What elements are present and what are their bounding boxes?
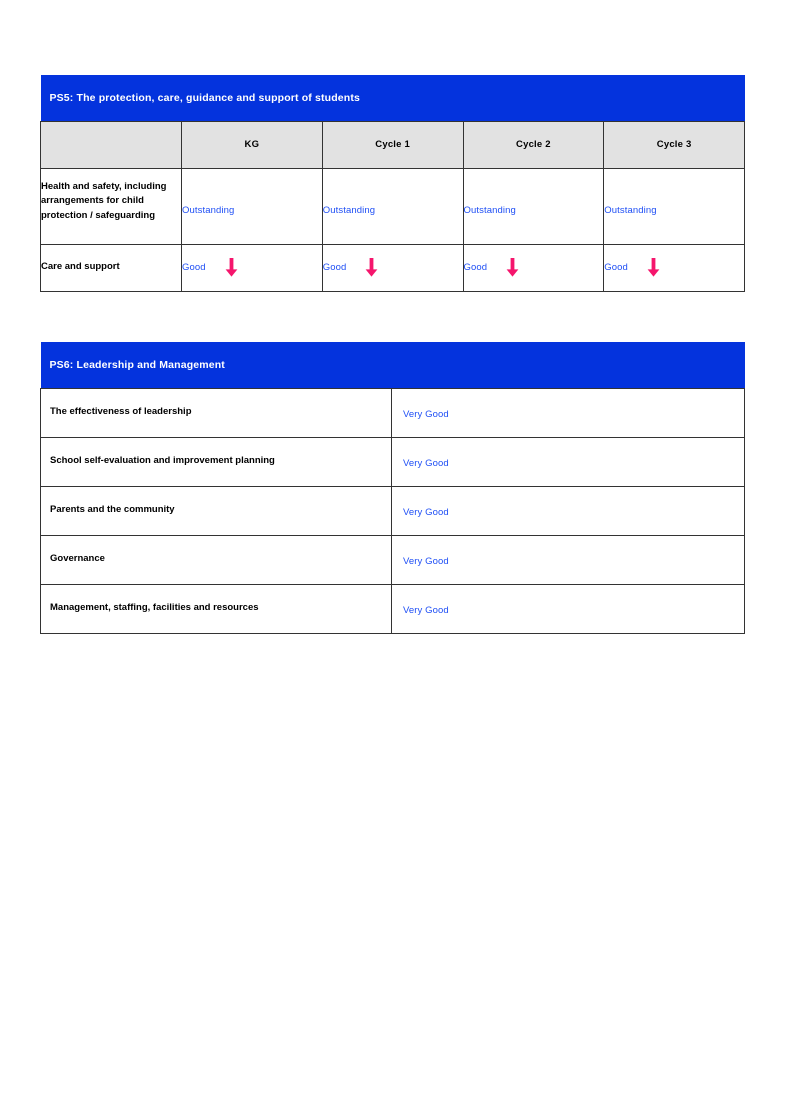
rating-value: Good — [322, 262, 347, 274]
table-row — [41, 535, 745, 584]
arrow-down-icon — [647, 258, 660, 277]
ps6-rating-effectiveness-of-leadership — [392, 388, 745, 437]
ps5-column-header-row — [41, 121, 745, 168]
ps5-banner-row — [41, 75, 745, 121]
ps5-ratings-table — [40, 75, 745, 292]
ps5-column-header-kg: KG — [182, 121, 323, 168]
ps6-row-label-self-evaluation: School self-evaluation and improvement planning — [41, 437, 392, 486]
rating-value: Good — [463, 262, 488, 274]
ps5-column-header-cycle-2: Cycle 2 — [463, 121, 604, 168]
table-row — [41, 388, 745, 437]
ps5-rating-care-kg — [182, 244, 323, 291]
ps5-banner-title: PS5: The protection, care, guidance and support of students — [49, 92, 360, 104]
ps5-corner-cell — [41, 121, 182, 168]
ps6-rating-management-staffing — [392, 584, 745, 633]
ps5-rating-care-cycle-2 — [463, 244, 604, 291]
ps6-row-label-governance: Governance — [41, 535, 392, 584]
ps6-row-label-effectiveness-of-leadership: The effectiveness of leadership — [41, 388, 392, 437]
table-row — [41, 437, 745, 486]
ps5-column-header-cycle-3: Cycle 3 — [604, 121, 745, 168]
table-row — [41, 486, 745, 535]
ps5-rating-care-cycle-3 — [604, 244, 745, 291]
ps5-rating-care-cycle-1 — [322, 244, 463, 291]
rating-value: Outstanding — [322, 204, 376, 216]
ps6-banner-row — [41, 342, 745, 388]
table-row — [41, 244, 745, 291]
rating-value: Good — [182, 262, 206, 274]
rating-value: Outstanding — [604, 204, 657, 216]
ps5-column-header-cycle-1: Cycle 1 — [322, 121, 463, 168]
rating-value: Very Good — [403, 408, 449, 420]
table-row — [41, 168, 745, 244]
ps5-rating-health-cycle-3 — [604, 168, 745, 244]
rating-value: Outstanding — [182, 204, 235, 216]
ps5-rating-health-cycle-1 — [322, 168, 463, 244]
ps5-banner-cell — [41, 75, 745, 121]
rating-value: Very Good — [403, 506, 449, 518]
arrow-down-icon — [365, 258, 378, 277]
ps6-rating-governance — [392, 535, 745, 584]
arrow-down-icon — [225, 258, 238, 277]
ps5-row-label-care-and-support: Care and support — [41, 244, 182, 291]
ps5-rating-health-cycle-2 — [463, 168, 604, 244]
ps6-row-label-management-staffing: Management, staffing, facilities and resources — [41, 584, 392, 633]
ps5-rating-health-kg — [182, 168, 323, 244]
table-row — [41, 584, 745, 633]
ps6-row-label-parents-and-community: Parents and the community — [41, 486, 392, 535]
rating-value: Very Good — [403, 555, 449, 567]
rating-value: Very Good — [403, 457, 449, 469]
rating-value: Good — [604, 262, 628, 274]
rating-value: Outstanding — [463, 204, 516, 216]
ps6-rating-parents-and-community — [392, 486, 745, 535]
ps6-banner-cell — [41, 342, 745, 388]
ps5-row-label-health-and-safety: Health and safety, including arrangements for child protection / safeguarding — [41, 168, 182, 244]
arrow-down-icon — [506, 258, 519, 277]
ps6-rating-self-evaluation — [392, 437, 745, 486]
rating-value: Very Good — [403, 604, 449, 616]
ps6-banner-title: PS6: Leadership and Management — [49, 359, 225, 371]
ps6-ratings-table — [40, 342, 745, 634]
